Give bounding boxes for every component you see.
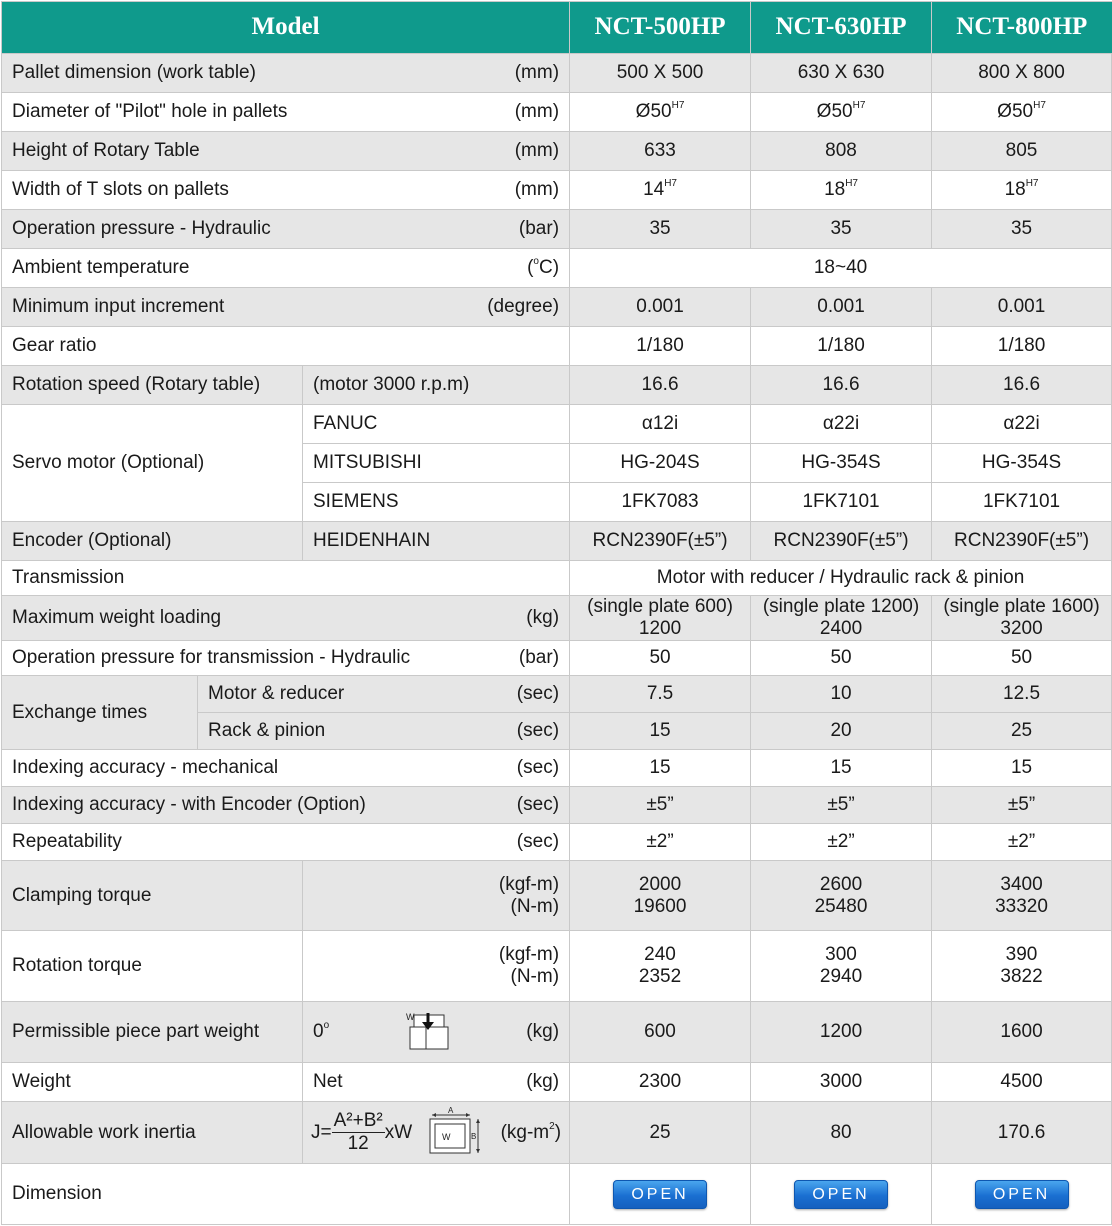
value-cell: 1/180 <box>570 327 751 366</box>
value-cell: 805 <box>932 132 1112 171</box>
value-cell: ±5” <box>932 787 1112 824</box>
value-cell: 1600 <box>932 1002 1112 1063</box>
row-unit: (bar) <box>518 218 560 240</box>
value-cell: 390 3822 <box>932 931 1112 1002</box>
row-label: Permissible piece part weight <box>2 1002 303 1063</box>
value-cell: 10 <box>751 676 932 713</box>
value-cell: 240 2352 <box>570 931 751 1002</box>
tolerance-sup: H7 <box>852 100 866 112</box>
row-transmission <box>2 561 1112 596</box>
row-rotation-speed <box>2 366 1112 405</box>
row-unit: (sec) <box>516 683 560 705</box>
row-label: Operation pressure - Hydraulic <box>12 218 271 240</box>
value-cell: 800 X 800 <box>932 54 1112 93</box>
value-cell: 35 <box>932 210 1112 249</box>
row-servo-fanuc <box>2 405 1112 444</box>
value-cell <box>932 93 1112 132</box>
row-unit: (mm) <box>514 62 560 84</box>
row-label: Weight <box>2 1063 303 1102</box>
row-ambient-temperature <box>2 249 1112 288</box>
value-cell: 1200 <box>751 1002 932 1063</box>
vertical-load-icon <box>406 1010 450 1054</box>
row-unit: (mm) <box>514 179 560 201</box>
value-cell <box>751 93 932 132</box>
value-cell: 0.001 <box>932 288 1112 327</box>
value-cell <box>751 171 932 210</box>
value-cell: 35 <box>751 210 932 249</box>
row-label: Rotation torque <box>2 931 303 1002</box>
row-label: Ambient temperature <box>12 257 190 279</box>
value-text: 14 <box>643 179 665 201</box>
row-unit: (kg) <box>526 1071 560 1093</box>
row-unit: (degree) <box>487 296 560 318</box>
value-cell: 170.6 <box>932 1102 1112 1164</box>
row-sublabel: Rack & pinion <box>208 720 326 742</box>
value-cell: α22i <box>932 405 1112 444</box>
row-sublabel: FANUC <box>303 405 570 444</box>
value-cell: 7.5 <box>570 676 751 713</box>
row-unit: (kgf-m) (N-m) <box>303 931 570 1002</box>
value-text: 18 <box>824 179 846 201</box>
row-indexing-mechanical <box>2 750 1112 787</box>
value-cell <box>570 596 751 641</box>
value-cell: 20 <box>751 713 932 750</box>
row-label: Encoder (Optional) <box>2 522 303 561</box>
value-cell: 16.6 <box>751 366 932 405</box>
value-cell: RCN2390F(±5”) <box>751 522 932 561</box>
value-cell <box>570 93 751 132</box>
row-pilot-hole <box>2 93 1112 132</box>
svg-text:B: B <box>471 1131 477 1141</box>
svg-text:W: W <box>405 1012 415 1022</box>
row-label: Rotation speed (Rotary table) <box>2 366 303 405</box>
row-label: Diameter of "Pilot" hole in pallets <box>12 101 288 123</box>
row-label: Repeatability <box>12 831 122 853</box>
value-cell: 630 X 630 <box>751 54 932 93</box>
value-cell: 1FK7083 <box>570 483 751 522</box>
value-cell: 500 X 500 <box>570 54 751 93</box>
value-cell <box>751 596 932 641</box>
value-cell-merged: Motor with reducer / Hydraulic rack & pinion <box>570 561 1112 596</box>
value-cell: ±2” <box>570 824 751 861</box>
value-cell: ±5” <box>570 787 751 824</box>
row-unit: (sec) <box>516 794 560 816</box>
row-t-slot-width <box>2 171 1112 210</box>
value-cell: 16.6 <box>570 366 751 405</box>
row-label: Maximum weight loading <box>12 607 222 629</box>
value-cell: 50 <box>932 641 1112 676</box>
row-label: Dimension <box>2 1164 570 1225</box>
value-cell: 0.001 <box>751 288 932 327</box>
work-inertia-icon <box>426 1107 486 1159</box>
value-note: (single plate 600) <box>587 596 733 618</box>
value-cell: ±2” <box>751 824 932 861</box>
value-cell: 25 <box>932 713 1112 750</box>
svg-text:A: A <box>448 1106 454 1115</box>
value-cell: 80 <box>751 1102 932 1164</box>
value-cell: 1/180 <box>932 327 1112 366</box>
value-cell: 1FK7101 <box>932 483 1112 522</box>
value-cell: 15 <box>570 750 751 787</box>
row-repeatability <box>2 824 1112 861</box>
row-unit: (kg) <box>526 1021 560 1043</box>
row-unit: $(kg-m^2)$ <box>500 1120 562 1143</box>
value-cell: 50 <box>751 641 932 676</box>
value-cell: 15 <box>570 713 751 750</box>
row-sublabel: HEIDENHAIN <box>303 522 570 561</box>
row-max-weight-loading <box>2 596 1112 641</box>
row-clamping-torque <box>2 861 1112 931</box>
inertia-formula: J= $\frac{\text{A²+B²}}{12}$ xW <box>311 1110 413 1154</box>
open-button-nct-500hp[interactable]: OPEN <box>613 1180 707 1209</box>
row-permissible-weight <box>2 1002 1112 1063</box>
value-text: 18 <box>1004 179 1026 201</box>
row-sublabel: Net <box>313 1071 343 1093</box>
value-cell: 2000 19600 <box>570 861 751 931</box>
value-cell: ±5” <box>751 787 932 824</box>
value-cell: 600 <box>570 1002 751 1063</box>
row-sublabel: SIEMENS <box>303 483 570 522</box>
open-button-nct-630hp[interactable]: OPEN <box>794 1180 888 1209</box>
svg-text:W: W <box>442 1131 451 1142</box>
model-nct-800hp: NCT-800HP <box>932 2 1112 54</box>
row-label: Indexing accuracy - with Encoder (Option) <box>12 794 366 816</box>
value-cell: 35 <box>570 210 751 249</box>
value-cell: α12i <box>570 405 751 444</box>
tolerance-sup: H7 <box>1025 178 1039 190</box>
row-unit: (kg) <box>526 607 560 629</box>
tolerance-sup: H7 <box>1033 100 1046 112</box>
row-unit: (kgf-m) (N-m) <box>303 861 570 931</box>
row-rotation-torque <box>2 931 1112 1002</box>
row-pallet-dimension <box>2 54 1112 93</box>
value-cell: α22i <box>751 405 932 444</box>
value-cell: HG-204S <box>570 444 751 483</box>
row-label: Gear ratio <box>2 327 570 366</box>
value-note: (single plate 1200) <box>762 596 920 618</box>
row-label: Clamping torque <box>2 861 303 931</box>
value-cell: HG-354S <box>751 444 932 483</box>
value-cell: HG-354S <box>932 444 1112 483</box>
tolerance-sup: H7 <box>664 178 677 190</box>
row-min-input-increment <box>2 288 1112 327</box>
value-note: (single plate 1600) <box>943 596 1100 618</box>
value-cell: 808 <box>751 132 932 171</box>
row-gear-ratio <box>2 327 1112 366</box>
value-cell: 3400 33320 <box>932 861 1112 931</box>
value-cell: 1FK7101 <box>751 483 932 522</box>
tolerance-sup: H7 <box>671 100 685 112</box>
tolerance-sup: H7 <box>845 178 858 190</box>
model-header: Model <box>2 2 570 54</box>
row-unit: (sec) <box>516 831 560 853</box>
row-label: Minimum input increment <box>12 296 225 318</box>
value-cell <box>932 171 1112 210</box>
row-label: Allowable work inertia <box>2 1102 303 1164</box>
value-cell: RCN2390F(±5”) <box>570 522 751 561</box>
value-cell-merged: 18~40 <box>570 249 1112 288</box>
row-sublabel: Motor & reducer <box>208 683 345 705</box>
value-cell: 3000 <box>751 1063 932 1102</box>
value-text: Ø50 <box>997 101 1034 123</box>
value-cell: 15 <box>932 750 1112 787</box>
row-unit: (mm) <box>514 140 560 162</box>
value-cell <box>570 171 751 210</box>
value-cell: RCN2390F(±5”) <box>932 522 1112 561</box>
row-rotary-height <box>2 132 1112 171</box>
row-indexing-encoder <box>2 787 1112 824</box>
row-unit: (sec) <box>516 720 560 742</box>
row-work-inertia <box>2 1102 1112 1164</box>
value-cell: 15 <box>751 750 932 787</box>
row-sublabel: (motor 3000 r.p.m) <box>303 366 570 405</box>
row-encoder <box>2 522 1112 561</box>
row-label: Width of T slots on pallets <box>12 179 229 201</box>
row-dimension <box>2 1164 1112 1225</box>
row-unit: (bar) <box>518 647 560 669</box>
angle-label: 0$^o$ <box>313 1020 330 1043</box>
row-label: Servo motor (Optional) <box>2 405 303 522</box>
model-nct-500hp: NCT-500HP <box>570 2 751 54</box>
row-sublabel: MITSUBISHI <box>303 444 570 483</box>
row-label: Indexing accuracy - mechanical <box>12 757 279 779</box>
value-text: Ø50 <box>635 101 672 123</box>
row-label: Operation pressure for transmission - Hydraulic <box>12 647 411 669</box>
value-text: Ø50 <box>816 101 853 123</box>
value-cell: 300 2940 <box>751 931 932 1002</box>
value-cell: 2300 <box>570 1063 751 1102</box>
row-unit: (mm) <box>514 101 560 123</box>
open-button-nct-800hp[interactable]: OPEN <box>975 1180 1069 1209</box>
row-unit: (sec) <box>516 757 560 779</box>
model-nct-630hp: NCT-630HP <box>751 2 932 54</box>
value-cell: 1/180 <box>751 327 932 366</box>
value-cell: 25 <box>570 1102 751 1164</box>
value-cell: ±2” <box>932 824 1112 861</box>
header-row <box>2 2 1112 54</box>
value-cell: 2600 25480 <box>751 861 932 931</box>
value-cell: 0.001 <box>570 288 751 327</box>
value-text: 2400 <box>819 618 863 639</box>
row-label: Transmission <box>2 561 570 596</box>
row-operation-pressure <box>2 210 1112 249</box>
row-transmission-pressure <box>2 641 1112 676</box>
row-label: Exchange times <box>2 676 198 750</box>
spec-table <box>1 1 1112 1225</box>
value-cell: 16.6 <box>932 366 1112 405</box>
value-text: 1200 <box>638 618 682 639</box>
value-text: 3200 <box>1000 618 1043 639</box>
row-unit: ($^o$C) <box>527 256 560 279</box>
row-exchange-motor <box>2 676 1112 713</box>
value-cell: 4500 <box>932 1063 1112 1102</box>
row-label: Pallet dimension (work table) <box>12 62 256 84</box>
value-cell: 633 <box>570 132 751 171</box>
row-label: Height of Rotary Table <box>12 140 200 162</box>
value-cell: 12.5 <box>932 676 1112 713</box>
row-weight <box>2 1063 1112 1102</box>
value-cell <box>932 596 1112 641</box>
value-cell: 50 <box>570 641 751 676</box>
